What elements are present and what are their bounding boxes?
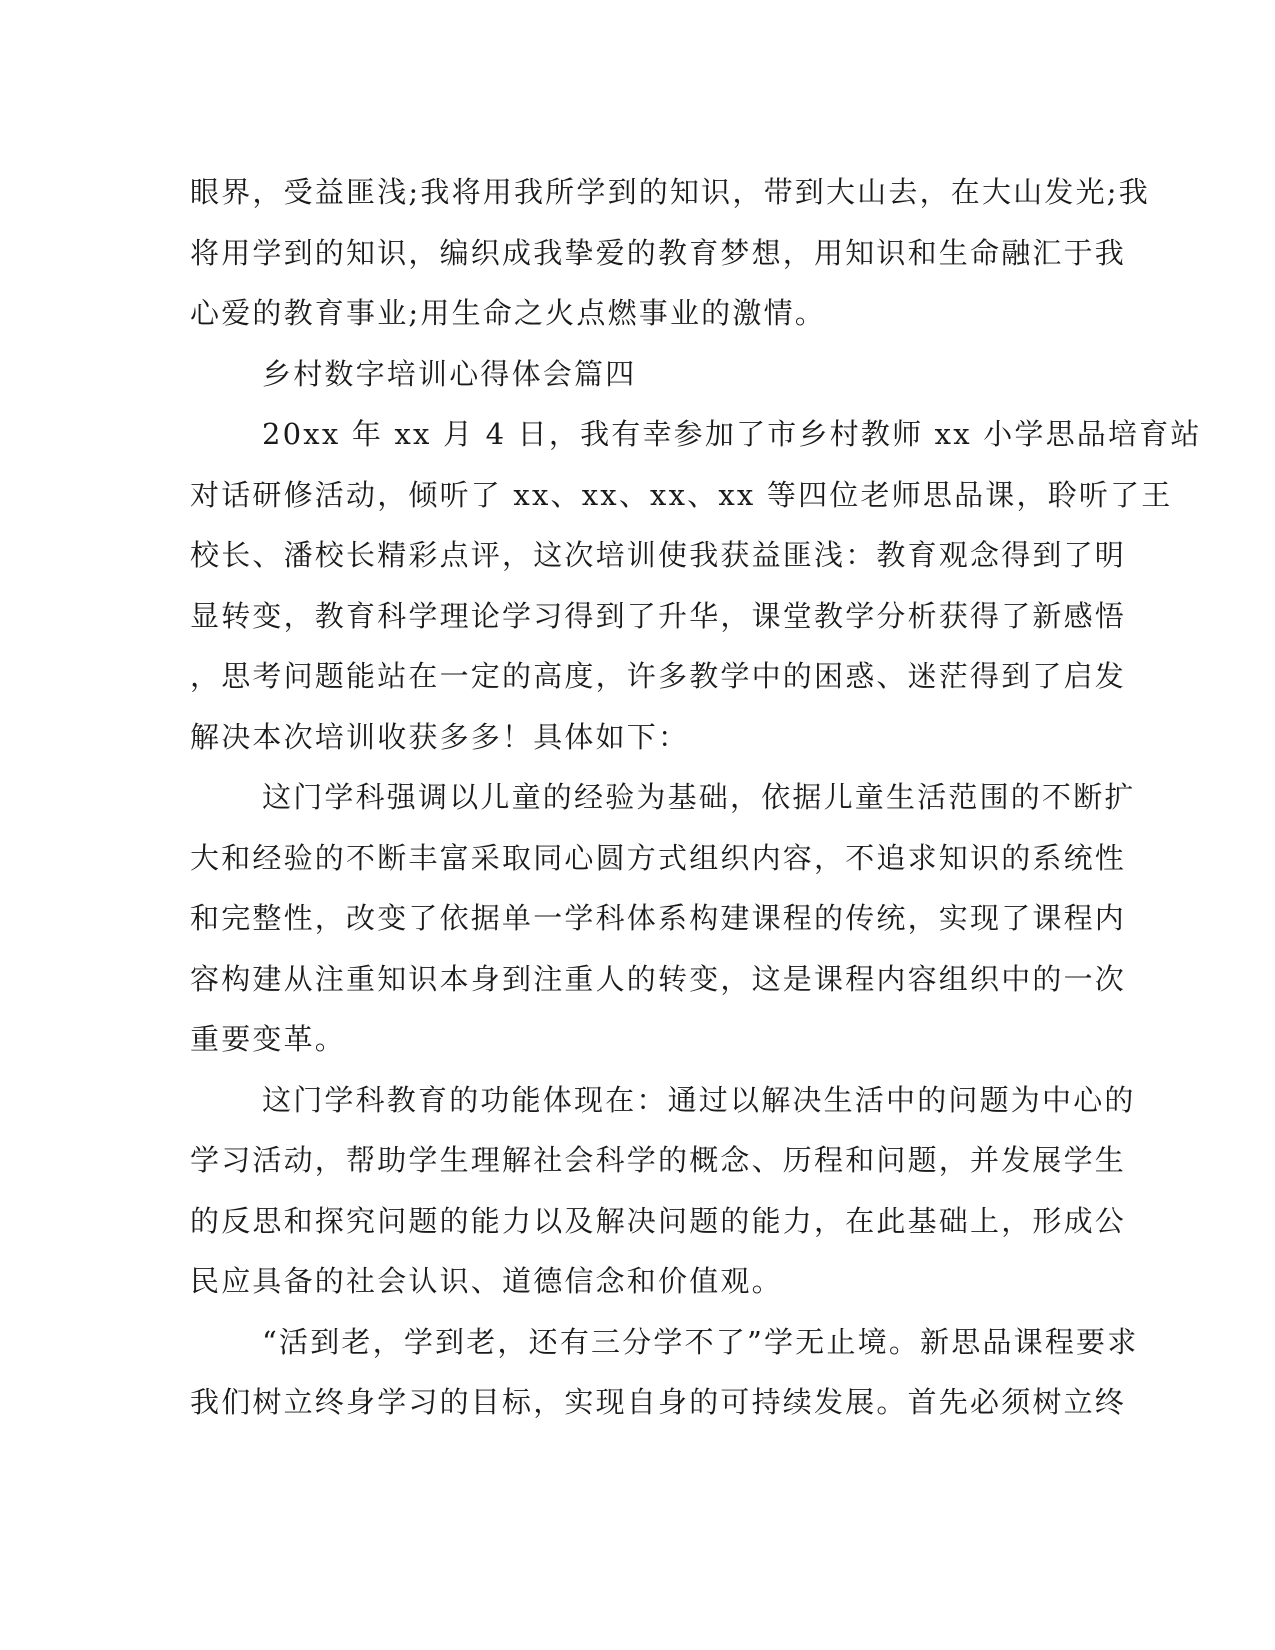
text-line: 显转变，教育科学理论学习得到了升华，课堂教学分析获得了新感悟 — [190, 598, 1127, 633]
text-line: 心爱的教育事业;用生命之火点燃事业的激情。 — [190, 296, 826, 330]
text-line: 这门学科教育的功能体现在：通过以解决生活中的问题为中心的 — [262, 1082, 1136, 1117]
text-line: 学习活动，帮助学生理解社会科学的概念、历程和问题，并发展学生 — [190, 1143, 1127, 1177]
text-line: 乡村数字培训心得体会篇四 — [262, 356, 637, 391]
text-line: 这门学科强调以儿童的经验为基础，依据儿童生活范围的不断扩 — [262, 780, 1136, 814]
text-line: 大和经验的不断丰富采取同心圆方式组织内容，不追求知识的系统性 — [190, 840, 1127, 875]
text-line: 民应具备的社会认识、道德信念和价值观。 — [190, 1264, 783, 1298]
text-line: 将用学到的知识，编织成我挚爱的教育梦想，用知识和生命融汇于我 — [190, 235, 1127, 270]
text-line: 眼界，受益匪浅;我将用我所学到的知识，带到大山去，在大山发光;我 — [190, 175, 1150, 209]
text-line: “活到老，学到老，还有三分学不了”学无止境。新思品课程要求 — [262, 1324, 1139, 1359]
text-line: 和完整性，改变了依据单一学科体系构建课程的传统，实现了课程内 — [190, 901, 1127, 935]
text-line: 的反思和探究问题的能力以及解决问题的能力，在此基础上，形成公 — [190, 1203, 1127, 1238]
text-line: 解决本次培训收获多多！具体如下： — [190, 719, 690, 754]
text-line: 重要变革。 — [190, 1022, 347, 1056]
text-line: ，思考问题能站在一定的高度，许多教学中的困惑、迷茫得到了启发 — [190, 659, 1127, 693]
text-line: 校长、潘校长精彩点评，这次培训使我获益匪浅：教育观念得到了明 — [190, 538, 1127, 572]
document-body — [190, 162, 1202, 1433]
text-line: 对话研修活动，倾听了 xx、xx、xx、xx 等四位老师思品课，聆听了王 — [190, 477, 1173, 512]
text-line: 容构建从注重知识本身到注重人的转变，这是课程内容组织中的一次 — [190, 961, 1127, 996]
text-line: 20xx 年 xx 月 4 日，我有幸参加了市乡村教师 xx 小学思品培育站 — [262, 417, 1202, 451]
text-line: 我们树立终身学习的目标，实现自身的可持续发展。首先必须树立终 — [190, 1385, 1127, 1419]
